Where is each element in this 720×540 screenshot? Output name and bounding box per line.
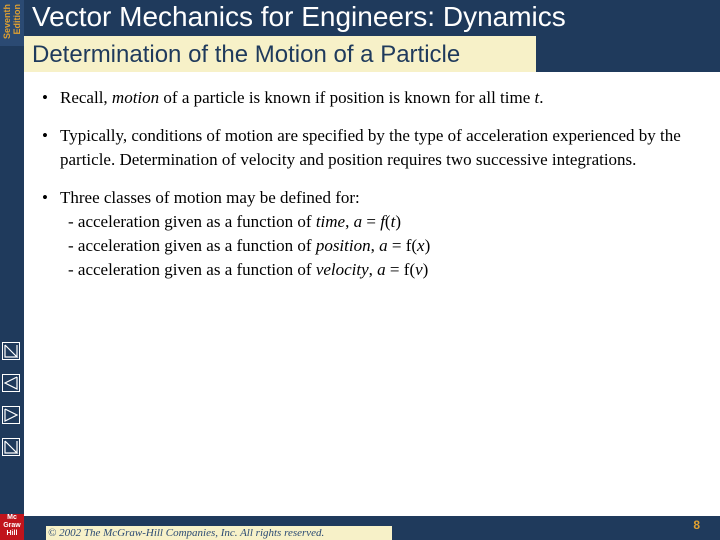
next-slide-icon bbox=[3, 407, 19, 423]
text-em: a bbox=[379, 236, 388, 255]
page-title: Vector Mechanics for Engineers: Dynamics bbox=[32, 1, 566, 32]
next-slide-button[interactable] bbox=[2, 406, 20, 424]
text: f bbox=[405, 236, 412, 255]
bullet-dot: • bbox=[42, 88, 48, 107]
text: = bbox=[385, 260, 404, 279]
last-slide-icon bbox=[3, 439, 19, 455]
subtitle-bar bbox=[24, 36, 720, 72]
text: - acceleration given as a function of bbox=[68, 212, 316, 231]
text-em: position bbox=[315, 236, 371, 255]
text: , bbox=[345, 212, 354, 231]
edition-badge bbox=[0, 0, 24, 46]
slide-subtitle: Determination of the Motion of a Particle bbox=[32, 41, 461, 68]
subtitle-box bbox=[24, 36, 536, 72]
previous-slide-button[interactable] bbox=[2, 374, 20, 392]
text-em: a bbox=[377, 260, 386, 279]
text: - acceleration given as a function of bbox=[68, 260, 316, 279]
first-slide-icon bbox=[3, 343, 19, 359]
text-em: velocity bbox=[315, 260, 369, 279]
bullet-dot: • bbox=[42, 188, 48, 207]
last-slide-button[interactable] bbox=[2, 438, 20, 456]
text: ( bbox=[409, 260, 416, 279]
copyright-box bbox=[46, 526, 392, 540]
mcgraw-hill-logo bbox=[0, 514, 24, 540]
edition-label bbox=[2, 4, 22, 46]
previous-slide-icon bbox=[3, 375, 19, 391]
text-em: a bbox=[353, 212, 363, 231]
text: - acceleration given as a function of bbox=[68, 236, 316, 255]
text-em: motion bbox=[111, 88, 160, 107]
text-em: t bbox=[390, 212, 396, 231]
edition-line-1: Seventh bbox=[2, 4, 12, 40]
text: ) bbox=[424, 236, 431, 255]
first-slide-button[interactable] bbox=[2, 342, 20, 360]
logo-line: Hill bbox=[6, 530, 18, 537]
text: Recall, bbox=[60, 88, 112, 107]
text: = bbox=[387, 236, 406, 255]
page-number: 8 bbox=[693, 518, 700, 532]
text: Three classes of motion may be defined for: bbox=[60, 188, 360, 207]
footer-bar bbox=[24, 516, 720, 540]
slide-content bbox=[40, 86, 700, 296]
logo-line: Graw bbox=[3, 522, 21, 529]
text-em: time bbox=[315, 212, 346, 231]
text: = bbox=[362, 212, 381, 231]
text: , bbox=[370, 236, 380, 255]
title-bar bbox=[24, 0, 720, 36]
copyright-text: © 2002 The McGraw-Hill Companies, Inc. All rights reserved. bbox=[48, 527, 325, 539]
text: ) bbox=[422, 260, 429, 279]
sub-item-time bbox=[60, 210, 700, 234]
edition-line-2: Edition bbox=[12, 4, 22, 35]
text: , bbox=[368, 260, 378, 279]
bullet-recall bbox=[40, 86, 700, 110]
bullet-classes bbox=[40, 186, 700, 282]
text: ) bbox=[395, 212, 401, 231]
text-em: t bbox=[534, 88, 540, 107]
sub-item-velocity bbox=[60, 258, 700, 282]
text: ( bbox=[411, 236, 418, 255]
text: Typically, conditions of motion are specified by the type of acceleration experienced by the particle. Determination of velocity and position requires two successive integrations. bbox=[60, 126, 681, 169]
text-em: x bbox=[417, 236, 425, 255]
text: . bbox=[539, 88, 544, 107]
text-em: f bbox=[380, 212, 385, 231]
bullet-conditions bbox=[40, 124, 700, 172]
text-em: v bbox=[415, 260, 423, 279]
text: f bbox=[403, 260, 410, 279]
logo-line: Mc bbox=[7, 514, 17, 521]
sub-item-position bbox=[60, 234, 700, 258]
text: ( bbox=[384, 212, 391, 231]
text: of a particle is known if position is known for all time bbox=[159, 88, 535, 107]
slide-navigation bbox=[2, 342, 22, 470]
bullet-dot: • bbox=[42, 126, 48, 145]
